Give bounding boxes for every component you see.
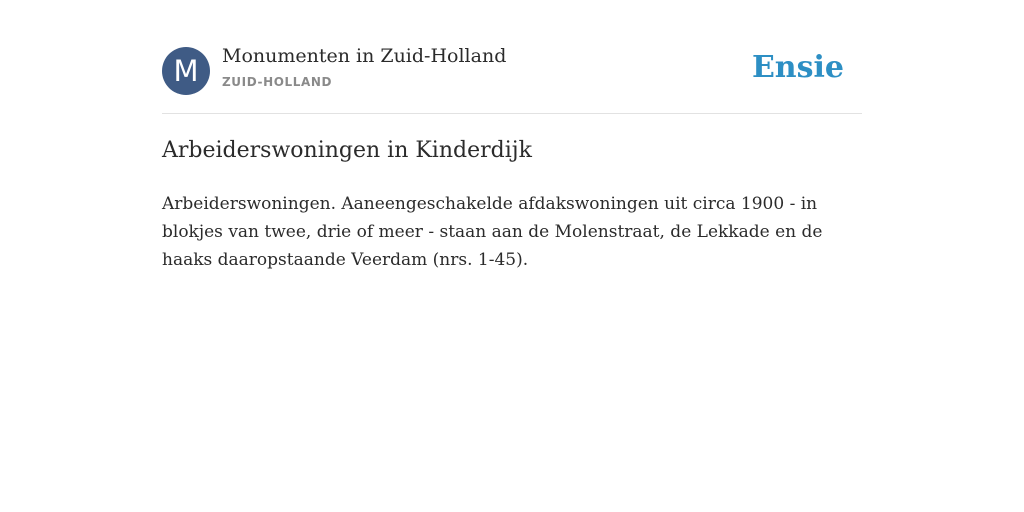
entry-title: Arbeiderswoningen in Kinderdijk — [162, 138, 532, 163]
header — [162, 0, 862, 114]
page — [162, 0, 862, 270]
brand-logo[interactable]: Ensie — [751, 50, 844, 85]
source-title[interactable]: Monumenten in Zuid-Holland — [222, 45, 507, 67]
avatar[interactable]: M — [162, 47, 210, 95]
entry-body: Arbeiderswoningen. Aaneengeschakelde afdakswoningen uit circa 1900 - in blokjes van twee, drie of meer - staan aan de Molenstraat, de Lekkade en de haaks daaropstaande Veerdam (nrs. 1-45). — [162, 194, 823, 270]
source-region: ZUID-HOLLAND — [222, 75, 333, 89]
